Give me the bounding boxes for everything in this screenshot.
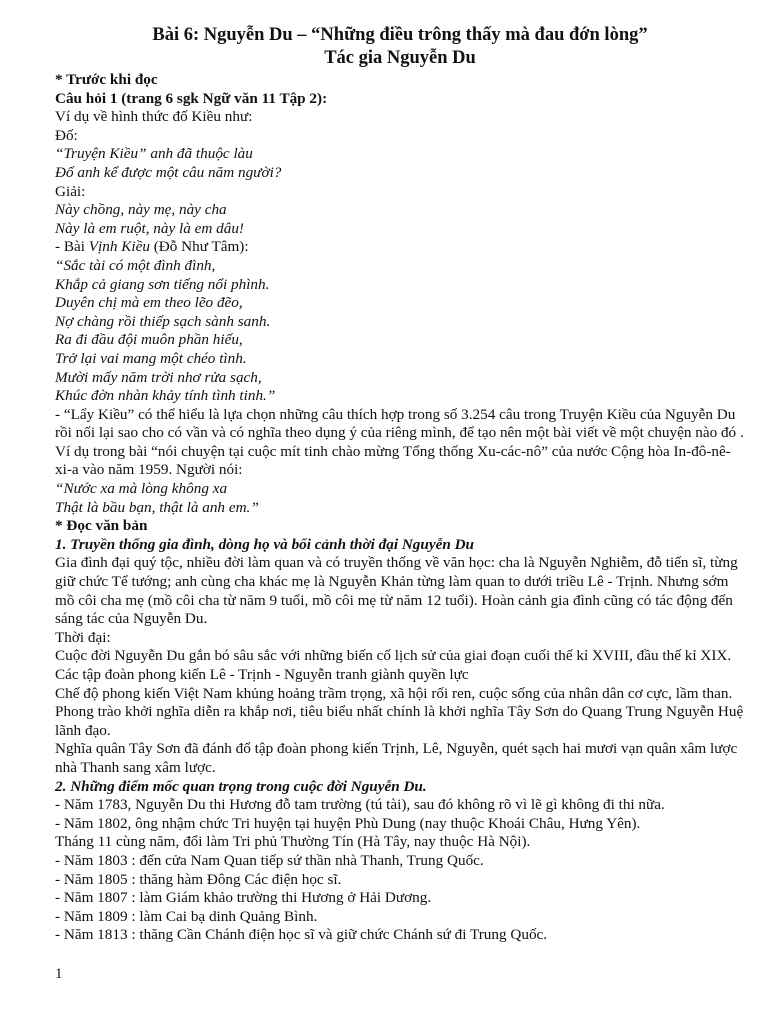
section-1-heading: 1. Truyền thống gia đình, dòng họ và bối cảnh thời đại Nguyễn Du [55,535,474,553]
document-title [55,24,745,70]
vinh-kieu-prefix: - Bài [55,238,89,256]
poem-line: Mười mấy năm trời nhơ rửa sạch, [55,368,262,386]
poem-line: Duyên chị mà em theo lẽo đẽo, [55,294,243,312]
title-line-1: Bài 6: Nguyễn Du – “Những điều trông thấy mà đau đớn lòng” [152,25,648,45]
poem-line: Khắp cả giang sơn tiếng nổi phình. [55,275,270,293]
lay-kieu-paragraph: - “Lẩy Kiều” có thể hiểu là lựa chọn những câu thích hợp trong số 3.254 câu trong Truyện Kiều của Nguyễn Du rồi nối lại sao cho có vần và có nghĩa theo dụng ý của riêng mình, để tạo nên một bài viết về một chuyện nào đó . Ví dụ trong bài “nói chuyện tại cuộc mít tinh chào mừng Tổng thống Xu-các-nô” của nước Cộng hòa In-đô-nê-xi-a vào năm 1959. Người nói: [55,405,744,479]
question-1-heading: Câu hỏi 1 (trang 6 sgk Ngữ văn 11 Tập 2): [55,89,328,107]
milestone-item: Tháng 11 cùng năm, đổi làm Tri phủ Thường Tín (Hà Tây, nay thuộc Hà Nội). [55,833,531,851]
milestone-item: - Năm 1783, Nguyễn Du thi Hương đỗ tam trường (tú tài), sau đó không rõ vì lẽ gì không đi thi nữa. [55,796,665,814]
vinh-kieu-suffix: (Đỗ Như Tâm): [149,238,249,256]
milestone-item: - Năm 1803 : đến cửa Nam Quan tiếp sứ thần nhà Thanh, Trung Quốc. [55,851,484,869]
riddle-label: Đố: [55,126,78,144]
section-2-heading: 2. Những điểm mốc quan trọng trong cuộc đời Nguyễn Du. [55,777,427,795]
answer-line: Này là em ruột, này là em dâu! [55,219,244,237]
milestone-item: - Năm 1807 : làm Giám khảo trường thi Hương ở Hải Dương. [55,889,432,907]
poem-line: “Sắc tài có một đình đình, [55,256,216,274]
milestone-item: - Năm 1813 : thăng Cần Chánh điện học sĩ và giữ chức Chánh sứ đi Trung Quốc. [55,926,548,944]
era-paragraph: Cuộc đời Nguyễn Du gắn bó sâu sắc với những biến cố lịch sử của giai đoạn cuối thế kỉ XVIII, đầu thế kỉ XIX. Các tập đoàn phong kiến Lê - Trịnh - Nguyễn tranh giành quyền lực [55,647,732,683]
reading-heading: * Đọc văn bản [55,517,148,535]
vinh-kieu-intro [55,238,745,257]
document-page [55,24,745,945]
answer-label: Giải: [55,182,86,200]
era-paragraph: Nghĩa quân Tây Sơn đã đánh đổ tập đoàn phong kiến Trịnh, Lê, Nguyễn, quét sạch hai mươi vạn quân xâm lược nhà Thanh sang xâm lược. [55,740,738,776]
era-paragraph: Chế độ phong kiến Việt Nam khủng hoảng trầm trọng, xã hội rối ren, cuộc sống của nhân dân cơ cực, lầm than. [55,684,733,702]
riddle-line: Đố anh kể được một câu năm người? [55,163,282,181]
milestone-item: - Năm 1802, ông nhậm chức Tri huyện tại huyện Phù Dung (nay thuộc Khoái Châu, Hưng Yên). [55,814,641,832]
quote-line: Thật là bầu bạn, thật là anh em.” [55,498,259,516]
poem-line: Ra đi đầu đội muôn phần hiếu, [55,331,243,349]
milestone-item: - Năm 1809 : làm Cai bạ dinh Quảng Bình. [55,907,318,925]
riddle-line: “Truyện Kiều” anh đã thuộc làu [55,145,253,163]
quote-line: “Nước xa mà lòng không xa [55,480,228,498]
vinh-kieu-title: Vịnh Kiều [88,238,150,256]
before-reading-heading: * Trước khi đọc [55,71,158,88]
answer-line: Này chồng, này mẹ, này cha [55,201,227,219]
example-intro: Ví dụ về hình thức đố Kiều như: [55,108,253,126]
poem-line: Nợ chàng rồi thiếp sạch sành sanh. [55,312,271,330]
family-paragraph: Gia đình đại quý tộc, nhiều đời làm quan và có truyền thống về văn học: cha là Nguyễn Nghiễm, đỗ tiến sĩ, từng giữ chức Tể tướng; anh cùng cha khác mẹ là Nguyễn Khản từng làm quan to dưới triều Lê - Trịnh. Nhưng sớm mồ côi cha mẹ (mồ côi cha từ năm 9 tuổi, mồ côi mẹ từ năm 12 tuổi). Hoàn cảnh gia đình cũng có tác động đến sáng tác của Nguyễn Du. [55,554,738,628]
milestone-item: - Năm 1805 : thăng hàm Đông Các điện học sĩ. [55,870,342,888]
era-label: Thời đại: [55,628,111,646]
page-number: 1 [55,966,63,982]
poem-line: Khúc đờn nhàn khảy tính tình tinh.” [55,387,276,405]
era-paragraph: Phong trào khởi nghĩa diễn ra khắp nơi, tiêu biểu nhất chính là khởi nghĩa Tây Sơn do Quang Trung Nguyễn Huệ lãnh đạo. [55,703,744,739]
title-line-2: Tác gia Nguyễn Du [324,48,476,68]
poem-line: Trở lại vai mang một chéo tình. [55,349,247,367]
